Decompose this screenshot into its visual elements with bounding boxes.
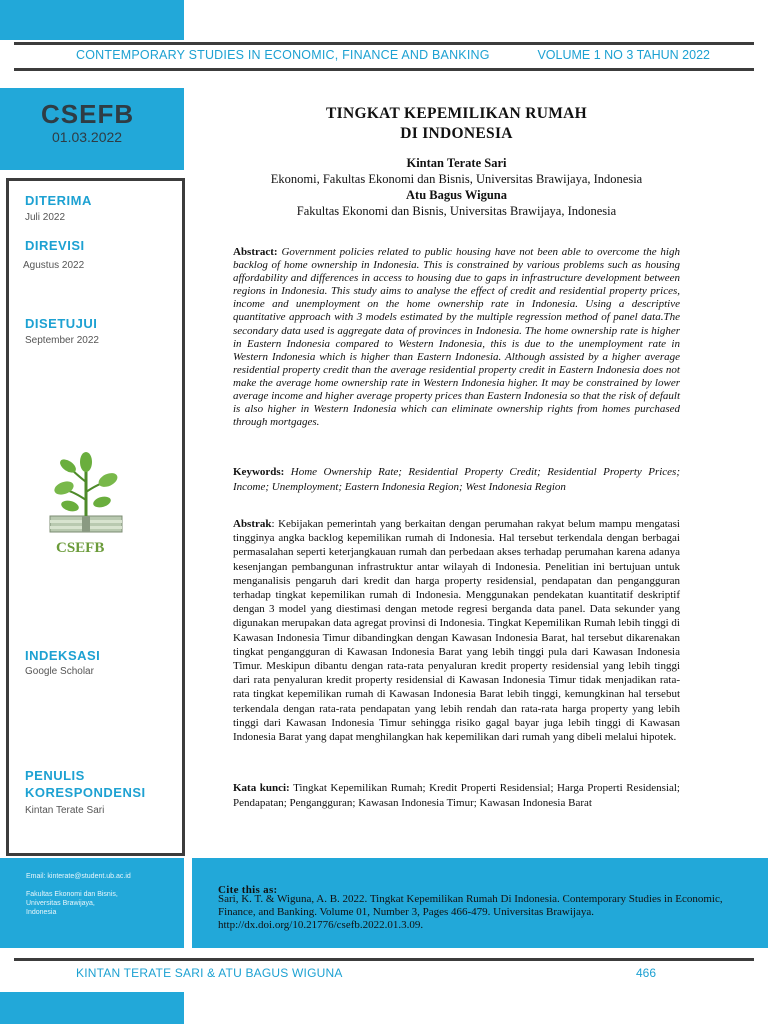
contact-block [0, 858, 184, 948]
contact-affil-2: Universitas Brawijaya, [26, 900, 95, 907]
keywords-label: Keywords: [233, 466, 285, 478]
index-value: Google Scholar [25, 666, 94, 677]
footer-rule [14, 958, 754, 961]
abstract-text: Government policies related to public housing have not been able to overcome the high backlog of home ownership in Indonesia. This is constrained by various problems such as housing affordability and differences in access to housing due to gaps in infrastructure development between regions in Indonesia. This study aims to analyse the effect of credit and residential property prices, income and unemployment on the home ownership rate in Indonesia. Using a descriptive quantitative approach with 3 models estimated by the multiple regression method of panel data.The secondary data used is aggregate data of provinces in Indonesia. The home ownership rate is higher in Eastern Indonesia compared to Western Indonesia, this is due to the unemployment rate in Western Indonesia which is higher than Eastern Indonesia. Although assisted by a higher average residential property credit than the average residential property credit in Eastern Indonesia does not make the average home ownership rate in Western Indonesia higher. It may be constrained by lower average income and higher average property prices than Eastern Indonesia so that the risk of default is also higher in Western Indonesia which can eliminate ownership rights from homes purchased through mortgages. [233, 246, 680, 429]
katakunci-label: Kata kunci: [233, 782, 290, 794]
contact-email[interactable]: Email: kinterate@student.ub.ac.id [26, 873, 131, 880]
citation-title: Cite this as: [218, 884, 278, 896]
author-2-affiliation: Fakultas Ekonomi dan Bisnis, Universitas Brawijaya, Indonesia [296, 204, 617, 218]
article-title-line-1: TINGKAT KEPEMILIKAN RUMAH [326, 105, 587, 122]
revised-value: Agustus 2022 [23, 260, 85, 271]
contact-affil-1: Fakultas Ekonomi dan Bisnis, [26, 891, 118, 898]
author-1: Kintan Terate Sari [406, 156, 507, 170]
received-value: Juli 2022 [25, 212, 66, 223]
abstract-indonesian [233, 517, 680, 744]
article-title-line-2: DI INDONESIA [400, 125, 513, 142]
journal-badge [0, 88, 184, 170]
bottom-accent-tab [0, 992, 184, 1024]
keywords-indonesian [233, 781, 680, 811]
index-label: INDEKSASI [25, 648, 101, 663]
author-block [233, 155, 680, 219]
citation-block [192, 858, 768, 948]
volume-info: VOLUME 1 NO 3 TAHUN 2022 [537, 48, 710, 62]
received-label: DITERIMA [25, 193, 92, 208]
logo-text: CSEFB [56, 540, 105, 556]
article-title [233, 104, 680, 144]
header-rule-top [14, 42, 754, 45]
contact-affil-3: Indonesia [26, 909, 57, 916]
abstract-english [233, 246, 680, 429]
issue-date: 01.03.2022 [52, 129, 123, 145]
accepted-value: September 2022 [25, 335, 99, 346]
footer-authors: KINTAN TERATE SARI & ATU BAGUS WIGUNA [76, 966, 343, 980]
correspondence-label-2: KORESPONDENSI [25, 785, 146, 800]
correspondence-value: Kintan Terate Sari [25, 805, 105, 816]
keywords-text: Home Ownership Rate; Residential Property Credit; Residential Property Prices; Income; Unemployment; Eastern Indonesia Region; West Indonesia Region [233, 466, 680, 493]
correspondence-label-1: PENULIS [25, 768, 85, 783]
keywords-english [233, 465, 680, 495]
accepted-label: DISETUJUI [25, 316, 98, 331]
journal-code: CSEFB [41, 99, 135, 129]
page-number: 466 [636, 966, 657, 980]
katakunci-text: Tingkat Kepemilikan Rumah; Kredit Properti Residensial; Harga Properti Residensial; Pendapatan; Pengangguran; Kawasan Indonesia Timur; Kawasan Indonesia Barat [233, 782, 680, 809]
journal-name: CONTEMPORARY STUDIES IN ECONOMIC, FINANCE AND BANKING [76, 48, 490, 62]
revised-label: DIREVISI [25, 238, 85, 253]
header-rule-bottom [14, 68, 754, 71]
citation-text[interactable]: Sari, K. T. & Wiguna, A. B. 2022. Tingkat Kepemilikan Rumah Di Indonesia. Contemporary Studies in Economic, Finance, and Banking. Volume 01, Number 3, Pages 466-479. Universitas Brawijaya. http://dx.doi.org/10.21776/csefb.2022.01.3.09. [218, 893, 723, 931]
author-2: Atu Bagus Wiguna [406, 188, 507, 202]
abstrak-label: Abstrak [233, 518, 272, 530]
abstrak-text: : Kebijakan pemerintah yang berkaitan dengan perumahan rakyat belum mampu mengatasi tingginya angka backlog kepemilikan rumah di Indonesia. Hal tersebut terkendala dengan berbagai permasalahan seperti keterjangkauan rumah dan perbedaan akses terhadap perumahan karena adanya kesenjangan pembangunan infrastruktur antar wilayah di Indonesia. Penelitian ini bertujuan untuk menganalisis pengaruh dari kredit dan harga property residensial, pendapatan dan pengangguran terhadap tingkat kepemilikan rumah di Indonesia. Menggunakan pendekatan kuantitatif deskriptif dengan 3 model yang diestimasi dengan metode regresi berganda data panel. Data sekunder yang digunakan merupakan data agregat provinsi di Indonesia. Tingkat Kepemilikan Rumah lebih tinggi di Kawasan Indonesia Timur dibandingkan dengan Kawasan Indonesia Barat, hal tersebut dikarenakan tingkat pengangguran di Kawasan Indonesia Barat yang lebih tinggi pula dari Kawasan Indonesia Timur. Meskipun dibantu dengan rata-rata penyaluran kredit property residensial yang lebih tinggi dari rata penyaluran kredit property residensial di Kawasan Indonesia Timur tidak menjadikan rata-rata tingkat kepemilikan rumah di Kawasan Indonesia Barat lebih tinggi, kemungkinan hal tersebut terkendala dengan rata-rata pendapatan yang lebih rendah dan rata-rata harga property yang lebih tinggi dari Kawasan Indonesia Timur sehingga risiko gagal bayar juga lebih tinggi di Kawasan Indonesia Barat yang dapat menghilangkan hak kepemilikan dari rumah yang dibeli melalui hipotek. [233, 518, 680, 744]
author-1-affiliation: Ekonomi, Fakultas Ekonomi dan Bisnis, Universitas Brawijaya, Indonesia [270, 172, 643, 186]
top-accent-tab [0, 0, 184, 40]
abstract-label: Abstract: [233, 246, 278, 258]
